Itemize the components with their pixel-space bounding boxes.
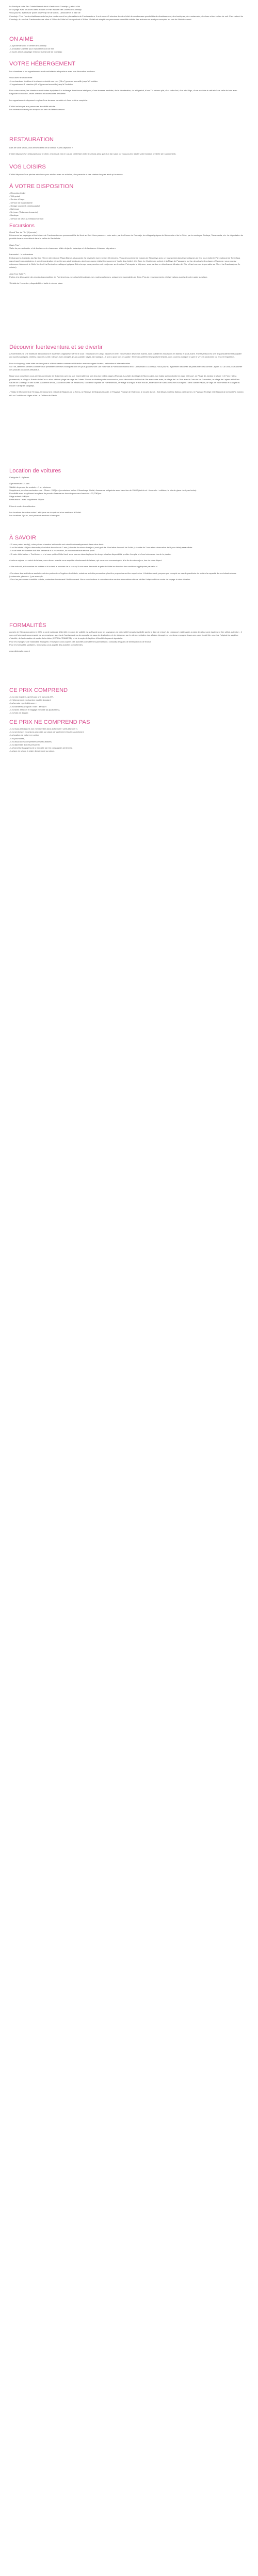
- loisirs-text: L'hôtel dispose d'une piscine extérieure pour adultes avec un solarium, des parasols et des chaises longues ainsi qu'un sauna.: [9, 173, 123, 176]
- excursions-text: Grand Tour de l'île* (1 journée) : Découvrez les paysages et les trésors de Fuerteventura en parcourant l'île du Nord au Sud. Vous passerez, entre autre, par les Dunes de Corralejo, les villages typiques de Betancuria et de la Oliva, par la montagne Tindaya, Tiscamanita, etc. La dégustation de produits locaux vous attend dans la vallée de Santa Inés. Oasis Parc* : Visite du parc animalier et de la réserve de chameaux. Visite du jardin botanique et de la réserve d'oiseaux migrateurs. Lanzarote* : le volcanisme Embarquez à Corralejo (au Nord de l'île) en direction de Playa Blanca à Lanzarote (la traversée dure environ 30 minutes). Vous découvrirez les volcans de Timanfaya avec un bus spécial dans les montagnes de feu, pour visiter le Parc national de Timanfaya dans lequel vous assisterez à une démonstration d'expériences géothermiques, ainsi vous aurez réalisé le mouvement "roulis des étoiles" à la Gare. Le Cratère (en option) et la Playa de Papagayo, ou l'un des plus belles plages d'Espagne, vous pourrez notamment découvrir le Golfo Verde et La Gería et ses villages typiques. Entre-temps vous prendrez votre déjeuner sur le retour. Puis après le déjeuner, vous partirez en direction du Mirador del Río, offrant une vue imprenable sur l'île et La Graciosa (une île voisine). Jeep Tour Safari* : Partez à la découverte des recoins inaccessibles de Fuerteventura, ses plus belles plages, ses routes rocheuses, uniquement accessibles en Jeep. Plus de renseignements et réservations auprès de votre guide sur place. *Détails de l'excursion, disponibilité et tarifs à voir sur place.: [9, 231, 244, 285]
- section-heading-formalites: FORMALITÉS: [9, 622, 46, 629]
- hebergement-text: Les chambres et les appartements sont confortables et spacieux avec une décoration moderne. Vous aurez le choix entre : - Les chambres doubles et la chambre double vue mer (28 m²) pouvant accueillir jusqu'à 3 adultes - L'appartement 1 chambre (40 m²) pouvant accueillir jusqu'à 3 adultes Pour votre confort, les chambres sont toutes équipées d'un éclairage d'ambiance intelligent, d'une terrasse meublée, de la climatisation, du wifi gratuit, d'une TV à écran plat, d'un coffre-fort, d'un mini-frigo, d'une machine à café et d'une salle de bain avec baignoire ou douche, sèche-cheveux et accessoires de toilette. Les appartements disposent en plus d'une terrasse meublée et d'une cuisine complète. L'hôtel est adapté aux personnes à mobilité réduite. Les animaux ne sont pas acceptés au sein de l'établissement.: [9, 70, 237, 111]
- section-heading-prix-non-comprend: CE PRIX NE COMPREND PAS: [9, 719, 90, 725]
- decouvrir-text: A Fuerteventura, une multitude d'excursions et d'activités originales s'offrent à vous : Excursions en Jeep, balades en mer, l'observation des fonds marins, sans oublier les excursions en bateau et sous-marin. Fuerteventura est une île particulièrement adaptée aux sports nautiques. Voiliers, planche à voile, kitesurf, surf, plongée, jet-ski, paddle, kayak, ski nautique... Il y en a pour tous les goûts ! Et si vous préférez les sports terrestres, vous pourrez pratiquer le golf, le VTT, la randonnée ou encore l'équitation. Pour le shopping, votre hôtel se situe juste à côté du centre commercial Atlántico avec enseignes locales, nationales et internationales. Sur l'île, différents centres commerciaux présentent diverses boutiques dont les plus grandes sont Las Rotondas à Puerto del Rosario et El Campanario à Corralejo. Vous pourrez également découvrir de petits marchés comme Lajares ou La Oliva pour acheter des produits locaux et artisanaux. Nous vous conseillons vous arrêter au mirador de Sotavento avec sa vue imprenable sur une des plus belles plages d'Europe. La visite du village de Morro Jable, son église qui surplombe la plage et le port. Le Phare de Jandía, le phare « el Faro » et sa promenade, le village « Puerto de la Cruz » et sa célèbre plage sauvage de Cofete. Si vous souhaitez partir en excursion, vous découvrirez le Nord de l'île avec entre autre, le village de La Oliva avec la Casa de los Coroneles, le village de Lajares et le Parc naturel de Corralejo et ses dunes. Au centre de l'île, à la découverte de Betancuria, l'ancienne capitale de Fuerteventura, le village d'Antigua et son moulin, et la vallée de Santa Inés avec son église. Sans oublier Pájara, la Vega de Río Palmas et la Lajita ou encore Tuineje et Tarajalejo. - Visitez le Monument de Tindaya, le Monument naturel de Malpaís de la Arena, la Réserve de Malpaís Grande, le Paysage Protégé de Vallebrón, le musée du sel - Salt Museum et les Salinas del Carmen, le Paysage Protégé et le Natural de la Montaña Cardón et Los Cuchillos de Vigán et de La Caldera de Gairía.: [9, 352, 244, 397]
- ambiance-text: - La proximité avec le centre de Corralejo - La situation parfaite pour explorer le nord de l'île - L'accès direct à la plage et la vue sur la baie de Corralejo: [9, 44, 62, 54]
- section-heading-prix-comprend: CE PRIX COMPREND: [9, 687, 68, 693]
- section-heading-restauration: RESTAURATION: [9, 137, 54, 143]
- disposition-list: - Réception 24/24 - Wifi gratuit - Service d'étage - Service de blanchisserie - Garage couvert & parking gratuit - Barbecue - Un jouer (Relax sur demande) - Boutique - Service de vélos surveillance de nuit: [9, 192, 44, 220]
- prix-comprend-list: - Les vols réguliers, opérés par une low-cost A/R, - L'hébergement en chambre double standard, - La formule « petit-déjeuner », - Les transferts aéroport / hôtel / aéroport - Les taxes aéroport et bagage en soute (si applicables), - Les frais de dossier.: [9, 696, 60, 715]
- prix-non-comprend-list: - Les repas et boissons non mentionnées dans la formule « petit-déjeuner », - Les services et excursions proposés sur place par agrément et/ou le cas échéant, - La location de voiture en option, - Les pourboires, - Les assurances complémentaires facultatives, - Les dépenses d'ordre personnel, - La franchise bagage lourd si imposée par les compagnies aériennes. - La taxe de séjour, à régler directement sur place.: [9, 727, 84, 753]
- location-text: Catégorie A : 4 places Âge minimum : 21 ans Validité du permis de conduire : 1 an minimum Supplément pour les conducteurs de : 21ans - 20€/jour (conducteur inclus : Kilométrage illimité, Assurance obligatoire avec franchise de 1500€ (inclut vol + incendie + collision, le bris de glace n'est pas inclus). Possibilité avec supplément sur place de prendre l'assurance tous risques sans franchise : 22,70€/jour Siège enfant : 9 €/jour Rehausseur : avec supplément 36/jour Prise et rendu des véhicules : Les locations de voiture entre 1 et 6 jours se récupèrent et se restituent à l'hôtel. Les locations 7 jours, sont prises et rendues à l'aéroport: [9, 476, 197, 517]
- section-heading-excursions: Excursions: [9, 223, 35, 229]
- section-heading-savoir: À SAVOIR: [9, 535, 37, 541]
- section-heading-loisirs: VOS LOISIRS: [9, 164, 46, 170]
- section-heading-location: Location de voitures: [9, 468, 61, 474]
- section-heading-disposition: À VOTRE DISPOSITION: [9, 183, 74, 190]
- restauration-text: Lors de votre séjour, vous bénéficierez de la formule « petit-déjeuner ». L'hôtel dispose d'un restaurant pour le dîner, d'un snack bar en cas de petite faim entre les repas ainsi que d'un bar salon où vous pourrez siroter votre boisson préférée (en supplément).: [9, 146, 176, 156]
- intro-text: Le Boutique Hotel Tao Caleta Mar est situé à l'entrée de Corralejo, juste à côté de la plage avec un accès direct et dans le Parc Naturel des Dunes de Corralejo. Vous pourrez apercevoir (voire observer) l'île de Lobos, Lanzarote et la baie de Corralejo. C'est l'un des établissements les plus modernes et les plus raffinés de Fuerteventura. Il se trouve à 5 minutes de votre hôtel de nombreuses possibilités de divertissement, des boutiques, des restaurants, des bars et des boîtes de nuit. Parc naturel de Corralejo, du nord de Fuerteventura se situe à 29 km de l'hôtel et l'aéroport est à 36 km. L'hôtel est adapté aux personnes à mobilité réduite. Les animaux ne sont pas acceptés au sein de l'établissement.: [9, 5, 243, 21]
- section-heading-decouvrir: Découvrir fuerteventura et se divertir: [9, 344, 103, 350]
- section-heading-ambiance: ON AIME: [9, 36, 34, 42]
- savoir-text: - Si vous partez seul(e), votre prix en chambre individuelle est calculé automatiquement dans votre devis. - Les lits bébés + lit (sur demande) d'un bébé de moins de 2 ans (à la date du retour de séjour) sont gratuits. Une lettre d'accueil de l'hôtel (à la date de 2 ans et en réservation de lit pour bébé) sera offerte. - Le cot bébé en chambre doit être demandé à la réservation, ils vous seront facturés sur place. - Si votre hôtel est en « Tout Inclus » et si vous quittez l'hôtel tard, vous pourrez dans la plupart du temps et selon disponibilité profiter d'un plat et d'une boisson au bar de la piscine. A cela se rajoute un calcul de la taxe, vous devrez ensuite vous acquitter directement de la taxe, qui vous sera communiquée, à la fin de votre séjour, lors de votre départ. A titre indicatif, si le nombre de nuitées et d'un tarif, le montant de la taxe qu'il vous sera demandé auprès de l'hôtel en fonction des conditions appliquées par celui-ci. - En raison des restrictions sanitaires et des protocoles d'hygiène des hôtels, certaines activités peuvent ne plus être proposées ou être supprimées. L'établissement, propose par exemple en cas de pandémie de réduire la capacité de ses infrastructures (restaurants, piscines...) par exemple. - Pour les personnes à mobilité réduite, contactez directement l'établissement. Nous vous invitons à contacter notre service réservations afin de vérifier l'adaptabilité au mode de voyage à votre situation.: [9, 543, 236, 581]
- formalites-text: Au sein de l'Union européenne (UE), la carte nationale d'identité en cours de validité est suffisante pour les voyageurs de nationalité française (validité après la date de retour). Le passeport valide après la date de retour peut également être utilisé. Attention : il vous est fortement recommandé de se renseigner auprès de l'ambassade ou du consulat du pays de destination, et de s'informer sur le site du ministère des affaires étrangères. Le mineur voyageant sans ses parents doit être muni de l'original de sa pièce d'identité, de l'autorisation de sortie du territoire (CERFA n°15646*01), et de la copie de la pièce d'identité du parent signataire. Pour les voyageurs de nationalité étrangère, renseignez-vous auprès des autorités compétentes (ambassade, consulat) des pays de destination ou de transit. Pour les formalités sanitaires, renseignez-vous auprès des autorités compétentes. www.diplomatie.gouv.fr: [9, 631, 242, 653]
- section-heading-hebergement: VOTRE HÉBERGEMENT: [9, 61, 76, 67]
